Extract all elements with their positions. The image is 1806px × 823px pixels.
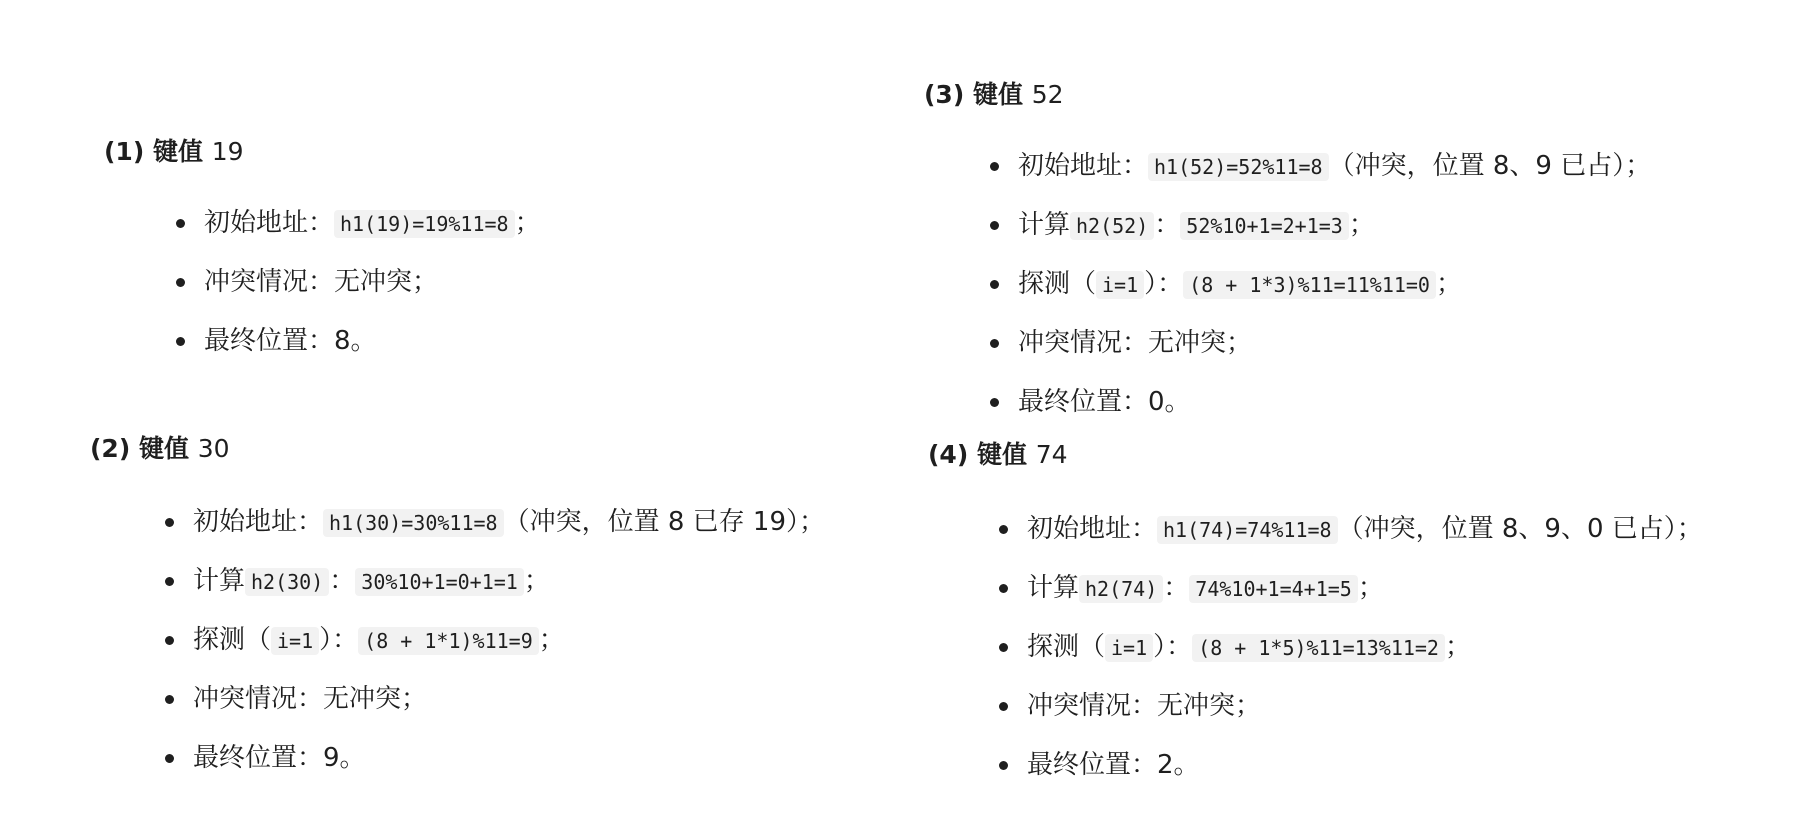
formula-code: h1(74)=74%11=8 (1157, 516, 1338, 544)
item-mid: ： (329, 566, 356, 596)
key-label: 键值 (976, 440, 1027, 469)
item-text: 冲突情况：无冲突； (1018, 328, 1253, 358)
formula-code: 30%10+1=0+1=1 (355, 568, 524, 596)
key-value: 30 (197, 434, 230, 463)
section-heading (104, 135, 541, 169)
item-label: 初始地址： (1027, 514, 1158, 544)
item-mid: ： (1154, 210, 1181, 240)
list-item-initial-address (176, 206, 541, 240)
formula-code: (8 + 1*3)%11=11%11=0 (1183, 271, 1436, 299)
list-item-probe (999, 630, 1703, 664)
key-label: 键值 (152, 137, 203, 166)
item-mid: ）： (1153, 632, 1193, 662)
section-key-52 (924, 78, 1651, 444)
list-item-probe (990, 267, 1651, 301)
formula-code: i=1 (271, 627, 319, 655)
list-item-conflict-status (990, 326, 1651, 360)
item-suffix: （冲突，位置 8 已存 19）； (503, 507, 826, 537)
list-item-compute-h2 (990, 208, 1651, 242)
formula-code: i=1 (1096, 271, 1144, 299)
formula-code: h1(52)=52%11=8 (1148, 153, 1329, 181)
item-suffix: ； (1435, 269, 1462, 299)
step-list (999, 512, 1703, 782)
list-item-probe (165, 623, 825, 657)
section-heading (90, 432, 825, 466)
item-label: 初始地址： (193, 507, 324, 537)
item-text: 冲突情况：无冲突； (1027, 691, 1262, 721)
formula-code: h2(74) (1079, 575, 1163, 603)
list-item-initial-address (165, 505, 825, 539)
step-list (990, 149, 1651, 419)
formula-code: (8 + 1*5)%11=13%11=2 (1192, 634, 1445, 662)
key-value: 19 (211, 137, 244, 166)
section-number: (1) (104, 137, 145, 166)
item-suffix: ； (1444, 632, 1471, 662)
section-heading (928, 438, 1703, 472)
item-text: 最终位置：2。 (1027, 750, 1200, 780)
item-text: 冲突情况：无冲突； (204, 267, 439, 297)
key-value: 52 (1031, 80, 1064, 109)
item-label: 探测（ (1018, 269, 1097, 299)
item-text: 最终位置：8。 (204, 326, 377, 356)
formula-code: h2(52) (1070, 212, 1154, 240)
formula-code: h2(30) (245, 568, 329, 596)
list-item-compute-h2 (165, 564, 825, 598)
item-text: 冲突情况：无冲突； (193, 684, 428, 714)
key-label: 键值 (972, 80, 1023, 109)
formula-code: 74%10+1=4+1=5 (1189, 575, 1358, 603)
key-label: 键值 (138, 434, 189, 463)
item-label: 计算 (193, 566, 246, 596)
item-suffix: ； (1357, 573, 1384, 603)
list-item-final-position (999, 748, 1703, 782)
section-heading (924, 78, 1651, 112)
step-list (176, 206, 541, 358)
section-key-19 (104, 135, 541, 383)
item-suffix: （冲突，位置 8、9 已占）； (1328, 151, 1652, 181)
formula-code: i=1 (1105, 634, 1153, 662)
item-text: 最终位置：9。 (193, 743, 366, 773)
list-item-final-position (176, 324, 541, 358)
formula-code: (8 + 1*1)%11=9 (358, 627, 539, 655)
item-label: 探测（ (1027, 632, 1106, 662)
list-item-conflict-status (165, 682, 825, 716)
item-suffix: ； (523, 566, 550, 596)
key-value: 74 (1035, 440, 1068, 469)
section-number: (3) (924, 80, 965, 109)
item-label: 计算 (1018, 210, 1071, 240)
item-text: 最终位置：0。 (1018, 387, 1191, 417)
section-key-30 (90, 432, 825, 800)
list-item-initial-address (990, 149, 1651, 183)
item-mid: ）： (1144, 269, 1184, 299)
item-suffix: ； (538, 625, 565, 655)
item-suffix: （冲突，位置 8、9、0 已占）； (1337, 514, 1703, 544)
item-mid: ： (1163, 573, 1190, 603)
step-list (165, 505, 825, 775)
item-label: 探测（ (193, 625, 272, 655)
list-item-conflict-status (176, 265, 541, 299)
list-item-final-position (165, 741, 825, 775)
item-label: 计算 (1027, 573, 1080, 603)
formula-code: h1(19)=19%11=8 (334, 210, 515, 238)
item-mid: ）： (319, 625, 359, 655)
section-key-74 (928, 438, 1703, 807)
list-item-initial-address (999, 512, 1703, 546)
formula-code: 52%10+1=2+1=3 (1180, 212, 1349, 240)
list-item-compute-h2 (999, 571, 1703, 605)
list-item-conflict-status (999, 689, 1703, 723)
section-number: (2) (90, 434, 131, 463)
item-suffix: ； (1348, 210, 1375, 240)
item-label: 初始地址： (204, 208, 335, 238)
formula-code: h1(30)=30%11=8 (323, 509, 504, 537)
item-suffix: ； (514, 208, 541, 238)
item-label: 初始地址： (1018, 151, 1149, 181)
list-item-final-position (990, 385, 1651, 419)
section-number: (4) (928, 440, 969, 469)
